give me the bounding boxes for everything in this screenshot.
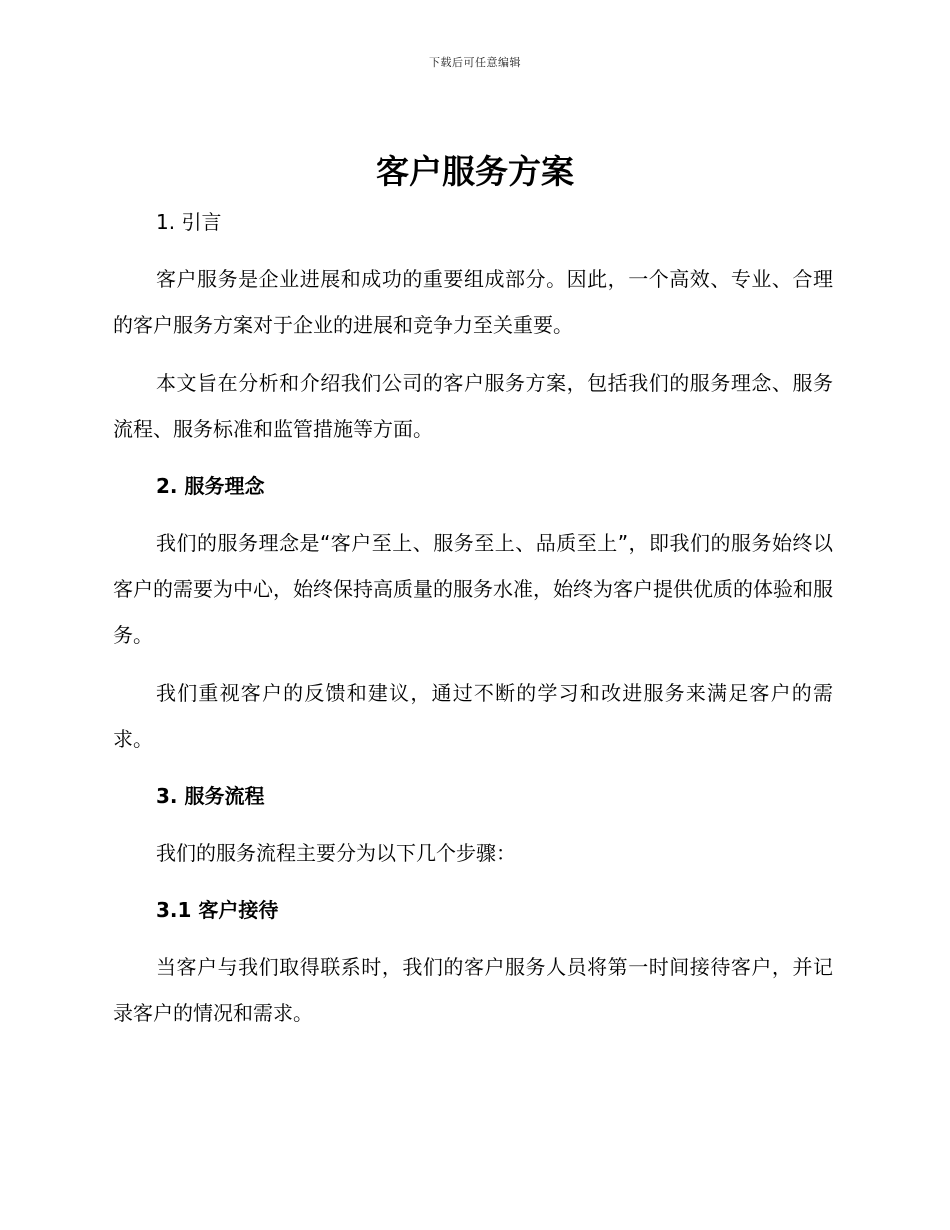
document-body [113, 200, 833, 1036]
paragraph-intro-2: 本文旨在分析和介绍我们公司的客户服务方案，包括我们的服务理念、服务流程、服务标准和监管措施等方面。 [113, 371, 833, 441]
paragraph-intro-1: 客户服务是企业进展和成功的重要组成部分。因此，一个高效、专业、合理的客户服务方案对于企业的进展和竞争力至关重要。 [113, 267, 833, 337]
paragraph-process-1: 我们的服务流程主要分为以下几个步骤： [156, 841, 516, 865]
section-heading-intro: 1. 引言 [156, 210, 222, 234]
section-heading-philosophy: 2. 服务理念 [156, 474, 265, 498]
paragraph-philosophy-2: 我们重视客户的反馈和建议，通过不断的学习和改进服务来满足客户的需求。 [113, 681, 833, 751]
subsection-heading-reception: 3.1 客户接待 [156, 898, 279, 922]
paragraph-philosophy-1: 我们的服务理念是“客户至上、服务至上、品质至上”，即我们的服务始终以客户的需要为中心，始终保持高质量的服务水准，始终为客户提供优质的体验和服务。 [113, 531, 833, 647]
page-header-note: 下载后可任意编辑 [429, 56, 521, 69]
section-heading-process: 3. 服务流程 [156, 784, 265, 808]
document-title: 客户服务方案 [376, 152, 574, 191]
paragraph-reception-1: 当客户与我们取得联系时，我们的客户服务人员将第一时间接待客户，并记录客户的情况和需求。 [113, 955, 833, 1025]
